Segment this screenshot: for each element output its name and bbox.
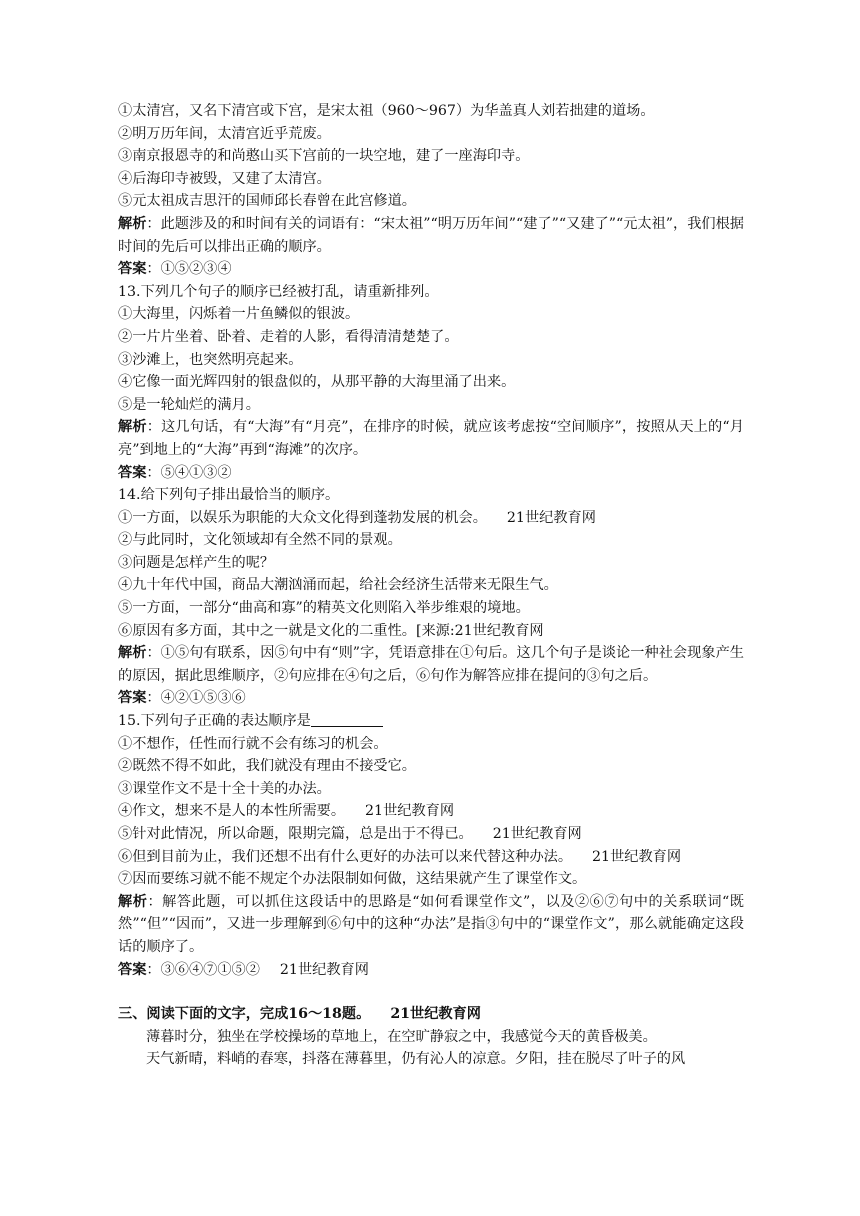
q13-item: ⑤是一轮灿烂的满月。	[118, 396, 260, 413]
answer-label: 答案	[118, 464, 147, 481]
q14-item: ⑤一方面，一部分“曲高和寡”的精英文化则陷入举步维艰的境地。	[118, 600, 530, 617]
item-text: ①一方面，以娱乐为职能的大众文化得到蓬勃发展的机会。	[118, 509, 487, 526]
answer-label: 答案	[118, 961, 147, 978]
q12-item: ⑤元太祖成吉思汗的国师邱长春曾在此宫修道。	[118, 193, 416, 210]
answer-label: 答案	[118, 261, 147, 278]
q12-item: ③南京报恩寺的和尚憨山买下宫前的一块空地，建了一座海印寺。	[118, 148, 530, 165]
answer-text: ：⑤④①③②	[146, 464, 232, 481]
source-tag: 21世纪教育网	[279, 961, 369, 978]
q14-answer	[118, 687, 744, 710]
analysis-text: ：此题涉及的和时间有关的词语有：“宋太祖”“明万历年间”“建了”“又建了”“元太祖”，我们根据时间的先后可以排出正确的顺序。	[118, 215, 744, 255]
section3-block	[118, 1003, 744, 1071]
analysis-text: ：①⑤句有联系，因⑤句中有“则”字，凭语意排在①句后。这几个句子是谈论一种社会现象产生的原因，据此思维顺序，②句应排在④句之后，⑥句作为解答应排在提问的③句之后。	[118, 645, 744, 684]
q13-block	[118, 281, 744, 484]
item-text: ④作文，想来不是人的本性所需要。	[118, 803, 346, 820]
answer-text: ：④②①⑤③⑥	[146, 690, 246, 707]
q12-item: ④后海印寺被毁，又建了太清宫。	[118, 170, 331, 187]
item-text: ⑤针对此情况，所以命题，限期完篇，总是出于不得已。	[118, 826, 473, 842]
document-page	[118, 100, 744, 1071]
analysis-label: 解析	[118, 419, 147, 436]
q13-answer	[118, 462, 744, 485]
q15-item: ③课堂作文不是十全十美的办法。	[118, 780, 331, 797]
section-title-text: 三、阅读下面的文字，完成16～18题。	[118, 1006, 371, 1023]
answer-text: ：③⑥④⑦①⑤②	[146, 961, 260, 978]
q13-item: ④它像一面光辉四射的银盘似的，从那平静的大海里涌了出来。	[118, 374, 516, 391]
q14-item: ⑥原因有多方面，其中之一就是文化的二重性。[来源:21世纪教育网	[118, 622, 544, 639]
source-tag: 21世纪教育网	[592, 848, 682, 865]
analysis-label: 解析	[118, 893, 148, 910]
q15-item: ①不想作，任性而行就不会有练习的机会。	[118, 735, 388, 752]
q15-item	[118, 800, 744, 823]
q14-title: 14.给下列句子排出最恰当的顺序。	[118, 487, 340, 504]
section3-title	[118, 1003, 744, 1026]
answer-text: ：①⑤②③④	[146, 261, 232, 278]
section-gap	[118, 981, 744, 1003]
q14-item	[118, 507, 744, 530]
source-tag: 21世纪教育网	[506, 509, 596, 526]
reading-paragraph: 薄暮时分，独坐在学校操场的草地上，在空旷静寂之中，我感觉今天的黄昏极美。	[146, 1028, 657, 1045]
q14-item: ②与此同时，文化领域却有全然不同的景观。	[118, 532, 402, 549]
q12-item: ①太清宫，又名下清宫或下宫，是宋太祖（960～967）为华盖真人刘若拙建的道场。	[118, 103, 655, 119]
reading-paragraph: 天气新晴，料峭的春寒，抖落在薄暮里，仍有沁人的凉意。夕阳，挂在脱尽了叶子的风	[146, 1051, 686, 1068]
q15-item	[118, 846, 744, 869]
analysis-text: ：解答此题，可以抓住这段话中的思路是“如何看课堂作文”，以及②⑥⑦句中的关系联词“既然”“但”“因而”，又进一步理解到⑥句中的这种“办法”是指③句中的“课堂作文”，那么就能确定这段话的顺序了。	[118, 893, 744, 955]
q15-answer	[118, 959, 744, 982]
source-tag: 21世纪教育网	[365, 803, 455, 820]
q13-analysis	[118, 416, 744, 461]
q12-item: ②明万历年间，太清宫近乎荒废。	[118, 125, 331, 142]
q13-title: 13.下列几个句子的顺序已经被打乱，请重新排列。	[118, 283, 439, 300]
q13-item: ③沙滩上，也突然明亮起来。	[118, 351, 303, 368]
q14-block	[118, 484, 744, 710]
q13-item: ①大海里，闪烁着一片鱼鳞似的银波。	[118, 306, 360, 323]
q15-title	[118, 710, 744, 733]
question-text: 15.下列句子正确的表达顺序是	[118, 713, 311, 730]
analysis-label: 解析	[118, 645, 147, 662]
item-text: ⑥但到目前为止，我们还想不出有什么更好的办法可以来代替这种办法。	[118, 848, 573, 865]
q14-item: ③问题是怎样产生的呢？	[118, 554, 275, 571]
q14-analysis	[118, 642, 744, 687]
answer-blank	[311, 712, 383, 727]
analysis-text: ：这几句话，有“大海”有“月亮”，在排序的时候，就应该考虑按“空间顺序”，按照从天上的“月亮”到地上的“大海”再到“海滩”的次序。	[118, 419, 744, 458]
q12-block	[118, 100, 744, 281]
source-tag: 21世纪教育网	[492, 826, 582, 842]
q15-block	[118, 710, 744, 981]
q15-analysis	[118, 891, 744, 959]
q12-answer	[118, 258, 744, 281]
q15-item: ⑦因而要练习就不能不规定个办法限制如何做，这结果就产生了课堂作文。	[118, 871, 587, 888]
answer-label: 答案	[118, 690, 147, 707]
q15-item: ②既然不得不如此，我们就没有理由不接受它。	[118, 758, 416, 775]
q15-item	[118, 823, 744, 846]
q12-analysis	[118, 213, 744, 258]
source-tag: 21世纪教育网	[390, 1006, 481, 1023]
q13-item: ②一片片坐着、卧着、走着的人影，看得清清楚楚了。	[118, 328, 459, 345]
analysis-label: 解析	[118, 215, 147, 232]
q14-item: ④九十年代中国，商品大潮汹涌而起，给社会经济生活带来无限生气。	[118, 577, 558, 594]
